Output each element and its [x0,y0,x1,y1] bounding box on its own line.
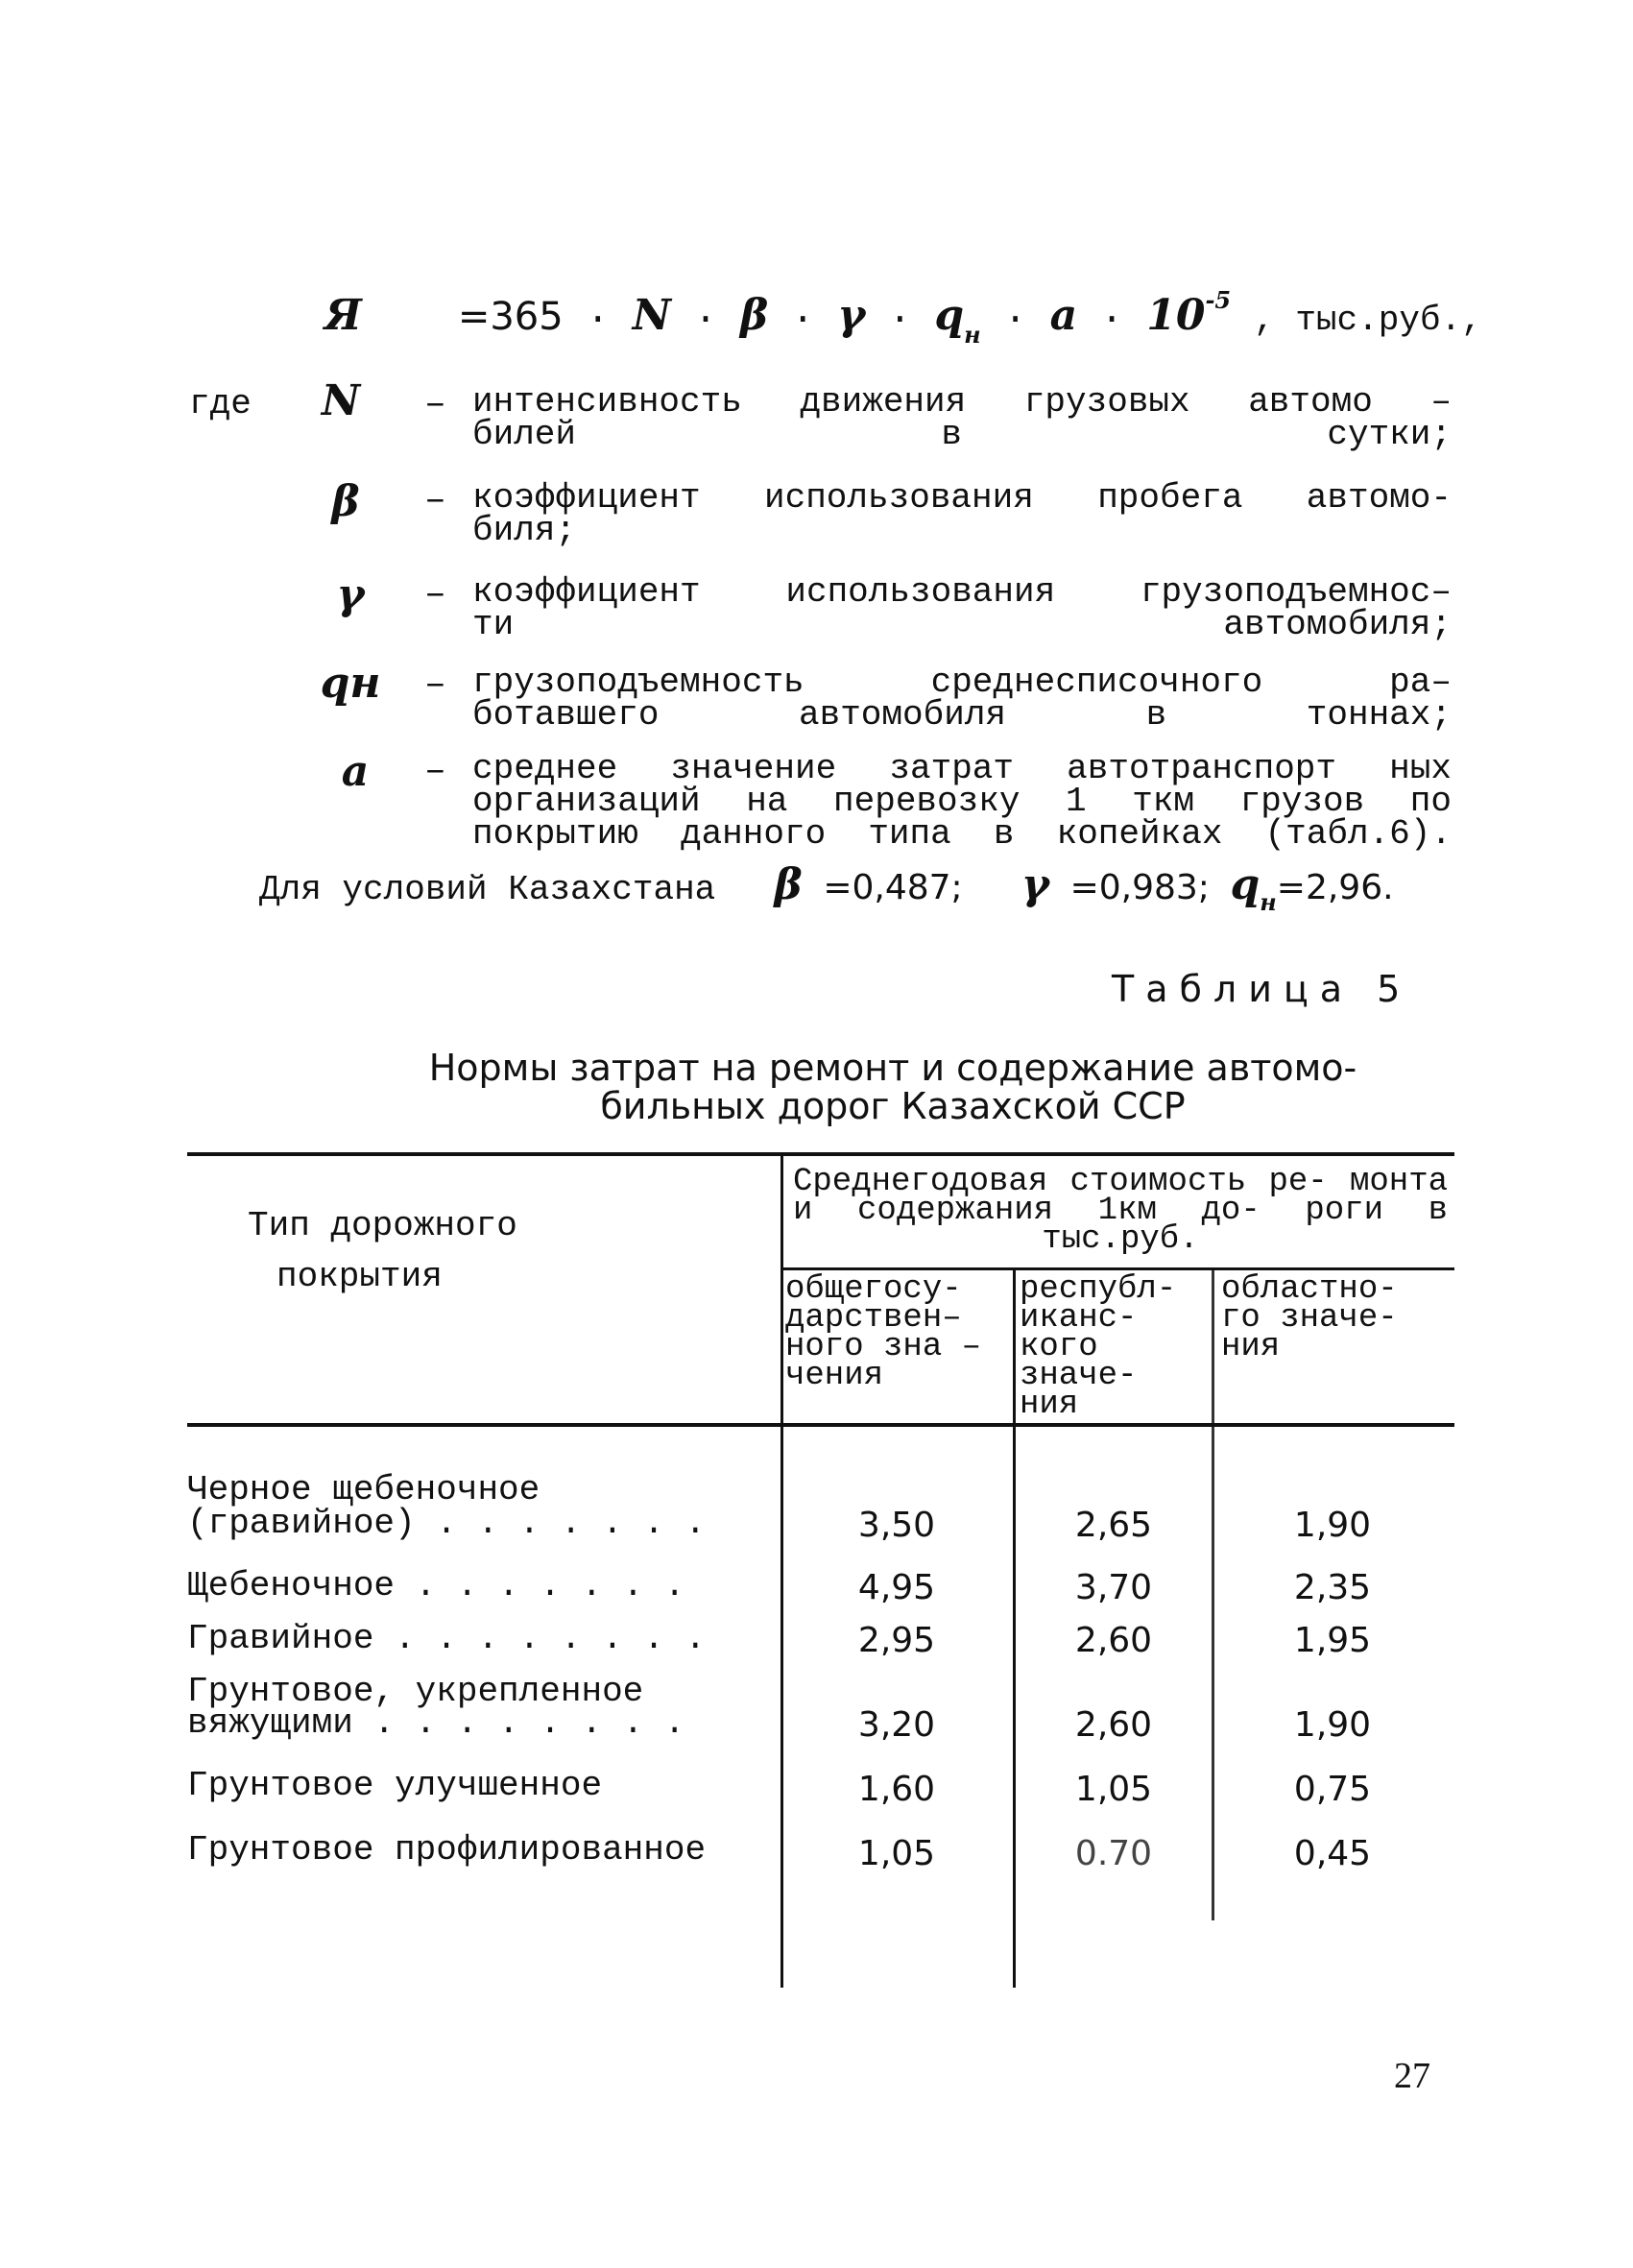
def-dash: – [424,751,446,792]
formula-q: q [934,291,965,340]
cell-regional: 1,90 [1293,1506,1372,1545]
def-line: ботавшего автомобиля в тоннах; [472,695,1452,735]
conditions-beta-value: =0,487; [823,868,963,907]
cell-republican: 2,65 [1074,1506,1153,1545]
def-line: среднее значение затрат автотранспорт ных [472,749,1452,788]
def-symbol-a: a [341,747,370,796]
row-label: Грунтовое, укрепленное [187,1672,644,1711]
row-label: Грунтовое профилированное [187,1830,707,1870]
cell-regional: 1,95 [1293,1621,1372,1660]
cell-national: 1,05 [857,1834,936,1873]
cell-national: 1,60 [857,1770,936,1809]
cell-republican: 0.70 [1074,1834,1153,1873]
def-text-gamma [472,572,1452,644]
formula-a: a [1049,291,1078,340]
row-label: Щебеночное . . . . . . . [187,1566,685,1605]
cell-regional: 0,45 [1293,1834,1372,1873]
cell-republican: 3,70 [1074,1568,1153,1607]
def-dash: – [424,664,446,706]
formula-q-sub: н [964,321,981,349]
where-word: где [189,384,252,423]
def-text-beta [472,478,1452,550]
formula-ten: 10 [1146,291,1206,340]
formula-unit: , тыс.руб., [1254,301,1482,340]
subheader-republican: республ- иканс- кого значе- ния [1020,1271,1177,1423]
table-top-rule [187,1152,1454,1156]
formula-constant: =365 [457,295,564,339]
formula-exponent: -5 [1205,286,1232,314]
cell-national: 4,95 [857,1568,936,1607]
cell-republican: 2,60 [1074,1621,1153,1660]
column-divider-1 [780,1152,783,1988]
def-symbol-n: N [321,376,361,425]
def-symbol-beta: β [331,477,360,526]
cell-national: 3,50 [857,1506,936,1545]
def-dash: – [424,574,446,615]
def-line: ти автомобиля; [472,605,1452,644]
table-label: Таблица 5 [1112,968,1412,1010]
subheader-regional: областно- го значе- ния [1221,1271,1398,1365]
conditions-gamma-value: =0,983; [1069,868,1210,907]
def-symbol-gamma: γ [336,570,365,619]
cell-national: 3,20 [857,1705,936,1745]
def-line: коэффициент использования грузоподъемнос– [472,572,1452,612]
subheader-rule [782,1267,1454,1270]
row-label: (гравийное) . . . . . . . [187,1504,707,1543]
row-label: вяжущими . . . . . . . . [187,1703,685,1743]
def-line: покрытию данного типа в копейках (табл.6). [472,814,1452,854]
def-dash: – [424,480,446,521]
formula-gamma: γ [837,291,866,340]
kazakhstan-conditions [259,860,1394,916]
def-line: коэффициент использования пробега автомо- [472,478,1452,518]
header-type-line2: покрытия [276,1257,443,1296]
def-text-qn [472,663,1452,735]
conditions-q: q [1230,860,1261,909]
row-label: Гравийное . . . . . . . . [187,1619,707,1658]
cell-regional: 2,35 [1293,1568,1372,1607]
conditions-prefix: Для условий Казахстана [259,870,716,909]
cell-regional: 1,90 [1293,1705,1372,1745]
def-text-n [472,382,1452,454]
def-line: биля; [472,511,577,550]
formula-lhs: Я [324,291,362,340]
def-symbol-qn: qн [320,659,381,708]
page-number: 27 [1394,2056,1430,2096]
conditions-gamma: γ [1021,860,1049,909]
column-divider-3 [1212,1267,1214,1920]
cell-national: 2,95 [857,1621,936,1660]
formula-beta: β [740,291,769,340]
def-line: интенсивность движения грузовых автомо – [472,382,1452,422]
cell-republican: 1,05 [1074,1770,1153,1809]
subheader-national: общегосу- дарствен– ного зна – чения [785,1271,982,1394]
row-label: Грунтовое улучшенное [187,1766,603,1805]
conditions-q-sub: н [1260,888,1277,916]
table-title: Нормы затрат на ремонт и содержание автомо- бильных дорог Казахской ССР [428,1047,1357,1127]
def-line: грузоподъемность среднесписочного ра– [472,663,1452,702]
column-divider-2 [1013,1267,1016,1988]
conditions-beta: β [774,860,803,909]
cell-republican: 2,60 [1074,1705,1153,1745]
def-text-a [472,749,1452,854]
row-label: Черное щебеночное [187,1470,540,1509]
header-type-line1: Тип дорожного [248,1206,517,1245]
formula-n: N [632,291,671,340]
def-line: билей в сутки; [472,415,1452,454]
cost-formula: $Я =365 \cdot N \cdot \beta \cdot \gamma \cdot q_н \cdot a \cdot 10^{-5}$ , тыс.руб., [324,286,1482,349]
def-dash: – [424,384,446,425]
cell-regional: 0,75 [1293,1770,1372,1809]
header-bottom-rule [187,1423,1454,1427]
conditions-q-value: =2,96. [1276,868,1394,907]
def-line: организаций на перевозку 1 ткм грузов по [472,782,1452,821]
header-group: Среднегодовая стоимость ре- монта и содержания 1км до- роги в тыс.руб. [793,1164,1448,1258]
